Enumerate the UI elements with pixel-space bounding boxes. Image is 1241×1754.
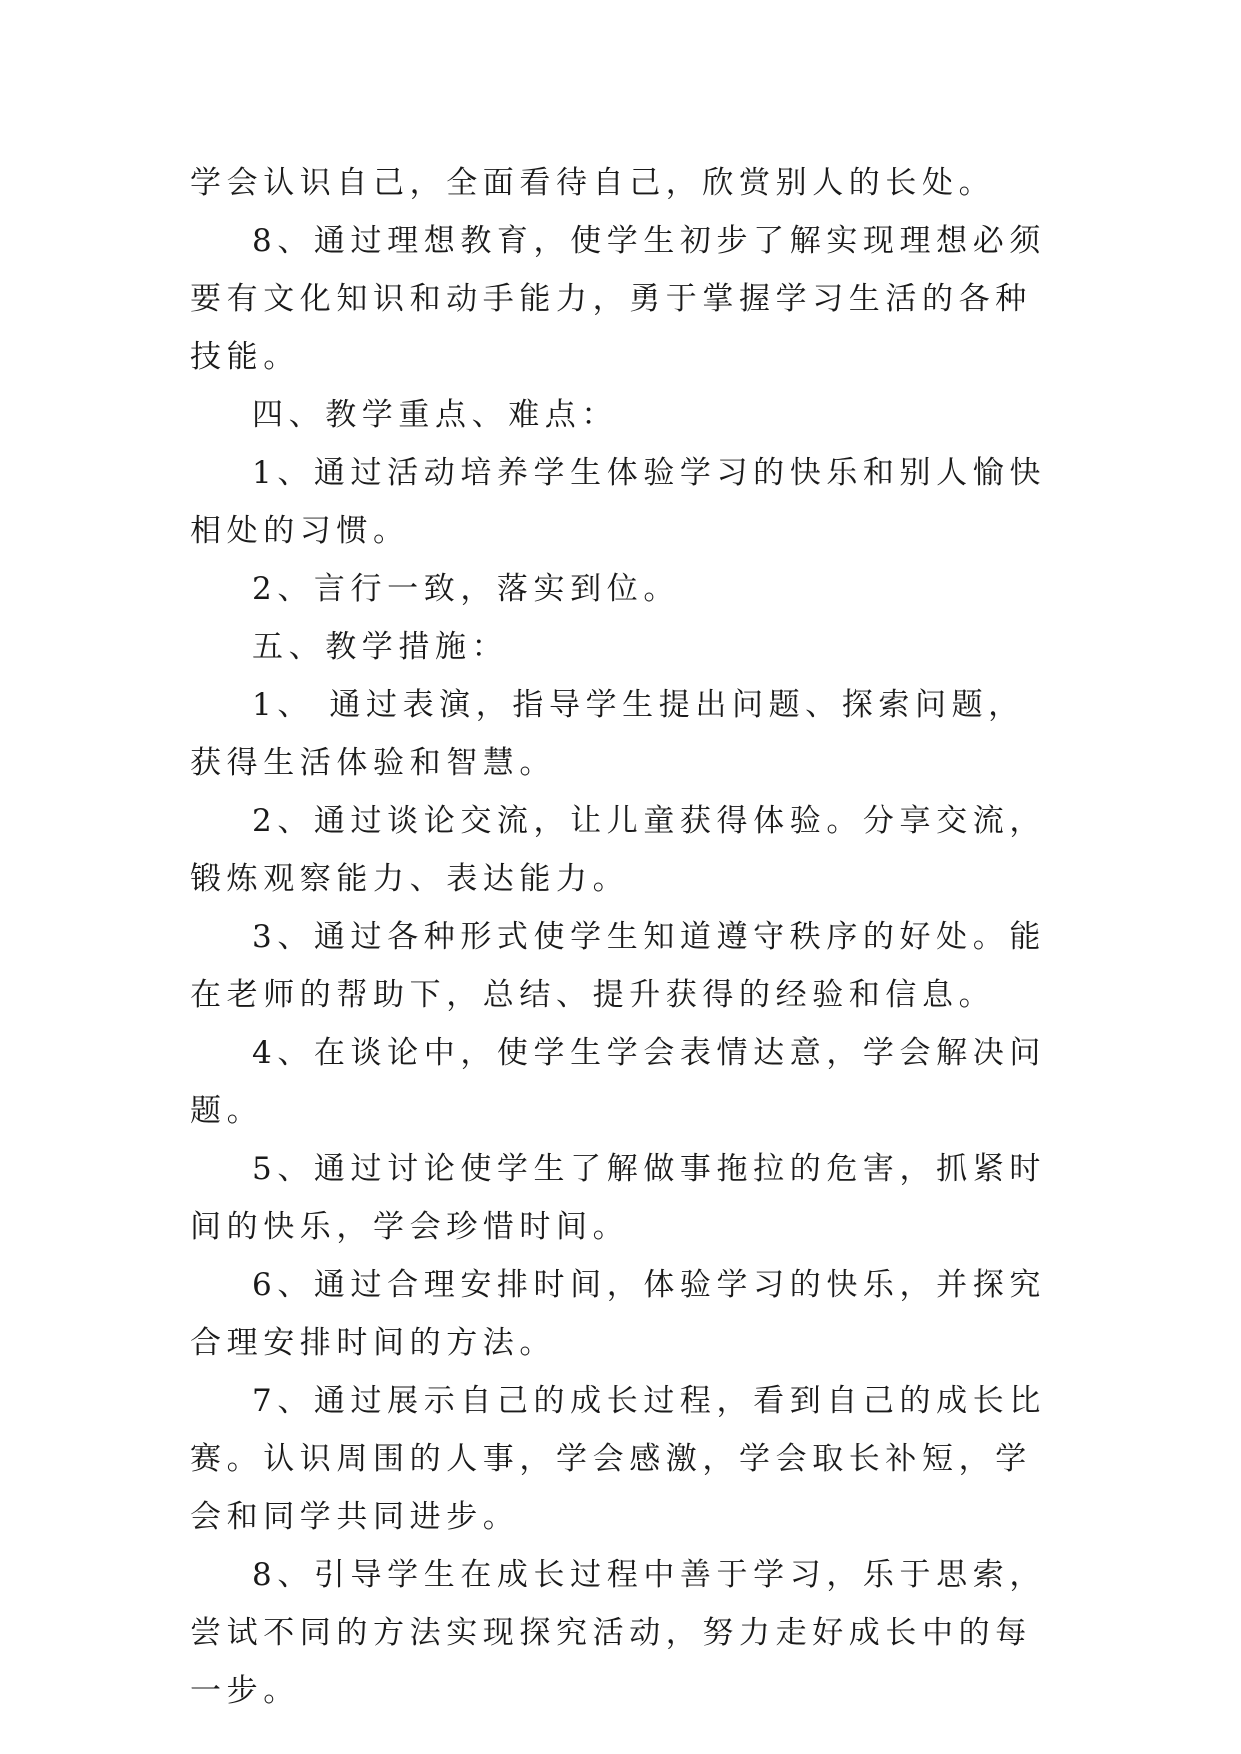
paragraph-measure-5: 5、通过讨论使学生了解做事拖拉的危害，抓紧时间的快乐，学会珍惜时间。 bbox=[190, 1151, 1046, 1245]
paragraph-measure-6: 6、通过合理安排时间，体验学习的快乐，并探究合理安排时间的方法。 bbox=[190, 1267, 1046, 1361]
paragraph-measure-1: 1、 通过表演，指导学生提出问题、探索问题，获得生活体验和智慧。 bbox=[190, 687, 1025, 781]
document-body bbox=[190, 154, 1058, 1720]
section-heading-key-points: 四、教学重点、难点： bbox=[252, 397, 618, 433]
paragraph-measure-2: 2、通过谈论交流，让儿童获得体验。分享交流，锻炼观察能力、表达能力。 bbox=[190, 803, 1046, 897]
paragraph-measure-4: 4、在谈论中，使学生学会表情达意，学会解决问题。 bbox=[190, 1035, 1046, 1129]
paragraph-measure-7: 7、通过展示自己的成长过程，看到自己的成长比赛。认识周围的人事，学会感激，学会取长补短，学会和同学共同进步。 bbox=[190, 1383, 1046, 1535]
paragraph-continuation: 学会认识自己，全面看待自己，欣赏别人的长处。 bbox=[190, 165, 996, 201]
paragraph-key-point-1: 1、通过活动培养学生体验学习的快乐和别人愉快相处的习惯。 bbox=[190, 455, 1046, 549]
paragraph-key-point-2: 2、言行一致，落实到位。 bbox=[252, 571, 680, 607]
section-heading-measures: 五、教学措施： bbox=[252, 629, 509, 665]
paragraph-measure-8: 8、引导学生在成长过程中善于学习，乐于思索，尝试不同的方法实现探究活动，努力走好成长中的每一步。 bbox=[190, 1557, 1046, 1709]
paragraph-measure-3: 3、通过各种形式使学生知道遵守秩序的好处。能在老师的帮助下，总结、提升获得的经验和信息。 bbox=[190, 919, 1046, 1013]
paragraph-goal-8: 8、通过理想教育，使学生初步了解实现理想必须要有文化知识和动手能力，勇于掌握学习生活的各种技能。 bbox=[190, 223, 1046, 375]
